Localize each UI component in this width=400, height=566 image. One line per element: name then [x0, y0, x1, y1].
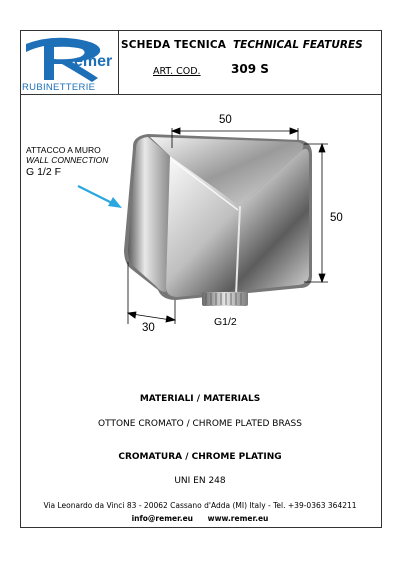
- width-dimension-label: 50: [219, 114, 232, 126]
- wall-connection-arrow-icon: [78, 186, 122, 208]
- plating-title: CROMATURA / CHROME PLATING: [118, 452, 282, 462]
- contact-email[interactable]: info@remer.eu: [131, 514, 194, 523]
- contact-website[interactable]: www.remer.eu: [207, 514, 269, 523]
- logo-wordmark: emer: [74, 53, 113, 70]
- logo-subtitle: RUBINETTERIE: [22, 82, 96, 93]
- connection-thread: G 1/2 F: [26, 166, 62, 178]
- depth-dimension-label: 30: [142, 322, 155, 334]
- title-english: TECHNICAL FEATURES: [233, 39, 363, 51]
- materials-value: OTTONE CROMATO / CHROME PLATED BRASS: [98, 419, 302, 429]
- title-italian: SCHEDA TECNICA: [121, 39, 227, 51]
- contact-line: [0, 514, 400, 523]
- article-code-label: ART. COD.: [153, 66, 201, 77]
- outlet-thread-label: G1/2: [214, 316, 237, 328]
- plating-value: UNI EN 248: [174, 476, 226, 486]
- materials-title: MATERIALI / MATERIALS: [139, 394, 261, 404]
- height-dimension-label: 50: [330, 212, 343, 224]
- company-address: Via Leonardo da Vinci 83 - 20062 Cassano d'Adda (MI) Italy - Tel. +39-0363 364211: [43, 501, 357, 510]
- article-code-value: 309 S: [231, 62, 269, 76]
- connection-label-it: ATTACCO A MURO: [26, 145, 101, 155]
- connection-label-en: WALL CONNECTION: [26, 155, 109, 165]
